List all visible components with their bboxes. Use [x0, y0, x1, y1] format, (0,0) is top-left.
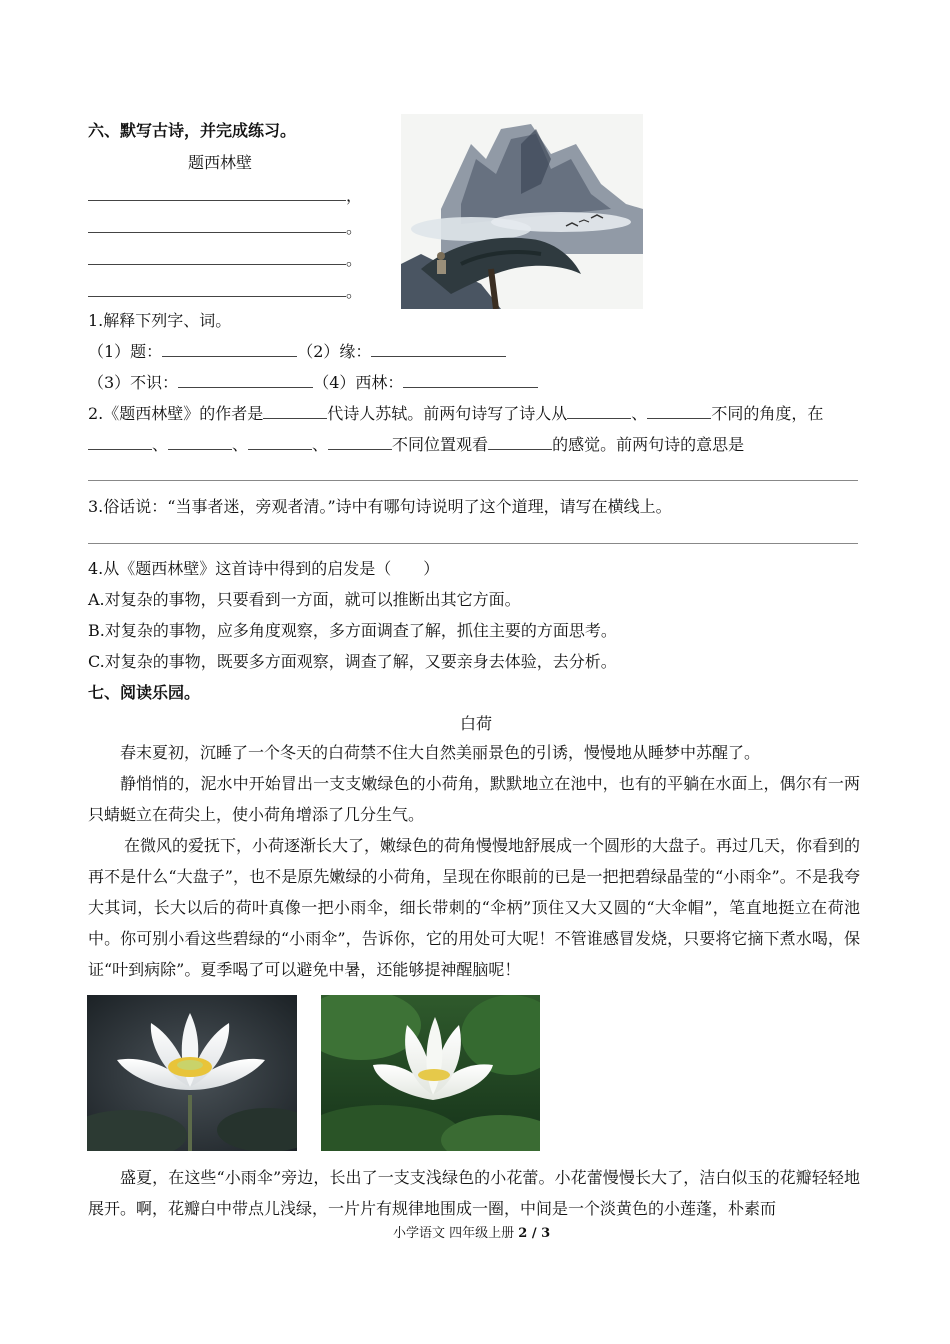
- answer-blank[interactable]: [248, 435, 312, 450]
- q2-line-2: 、 、 、 不同位置观看 的感觉。前两句诗的意思是: [88, 435, 744, 454]
- answer-blank[interactable]: [567, 404, 631, 419]
- poem-line-3[interactable]: 。: [88, 250, 362, 269]
- q4-prompt: 4.从《题西林壁》这首诗中得到的启发是（ ）: [88, 559, 440, 578]
- answer-line[interactable]: [88, 480, 858, 481]
- page-number: 2 / 3: [518, 1226, 551, 1241]
- reading-title: 白荷: [460, 714, 493, 733]
- paragraph-4: 盛夏，在这些“小雨伞”旁边，长出了一支支浅绿色的小花蕾。小花蕾慢慢长大了，洁白似玉的花瓣轻轻地展开。啊，花瓣白中带点儿浅绿，一片片有规律地围成一圈，中间是一个淡黄色的小莲蓬，朴素而: [88, 1168, 860, 1218]
- paragraph-1: 春末夏初，沉睡了一个冬天的白荷禁不住大自然美丽景色的引诱，慢慢地从睡梦中苏醒了。: [120, 743, 761, 762]
- poem-line-2[interactable]: 。: [88, 218, 362, 237]
- q1-prompt: 1.解释下列字、词。: [88, 311, 232, 330]
- answer-blank[interactable]: [371, 342, 506, 357]
- q4-option-c[interactable]: C.对复杂的事物，既要多方面观察，调查了解，又要亲身去体验，去分析。: [88, 652, 617, 671]
- q4-option-b[interactable]: B.对复杂的事物，应多角度观察，多方面调查了解，抓住主要的方面思考。: [88, 621, 617, 640]
- page-footer: [393, 1226, 550, 1242]
- section7-heading: 七、阅读乐园。: [88, 683, 201, 702]
- answer-blank[interactable]: [647, 404, 711, 419]
- lotus-photo-2: [321, 995, 540, 1151]
- answer-line[interactable]: [88, 543, 858, 544]
- poem-line-1[interactable]: ，: [88, 186, 362, 205]
- section6-heading: 六、默写古诗，并完成练习。: [88, 121, 297, 140]
- answer-blank[interactable]: [88, 435, 152, 450]
- q2-line-1: 2.《题西林壁》的作者是 代诗人苏轼。前两句诗写了诗人从 、 不同的角度，在: [88, 404, 824, 423]
- q3-prompt: 3.俗话说：“当事者迷，旁观者清。”诗中有哪句诗说明了这个道理，请写在横线上。: [88, 497, 672, 516]
- q4-option-a[interactable]: A.对复杂的事物，只要看到一方面，就可以推断出其它方面。: [88, 590, 521, 609]
- answer-blank[interactable]: [178, 373, 313, 388]
- answer-blank[interactable]: [263, 404, 327, 419]
- q1-row-2: （3）不识： （4）西林：: [88, 373, 538, 392]
- poem-line-4[interactable]: 。: [88, 282, 362, 301]
- paragraph-2: 静悄悄的，泥水中开始冒出一支支嫩绿色的小荷角，默默地立在池中，也有的平躺在水面上，偶尔有一两只蜻蜓立在荷尖上，使小荷角增添了几分生气。: [88, 774, 860, 824]
- mountain-painting: [401, 114, 643, 309]
- paragraph-3: 在微风的爱抚下，小荷逐渐长大了，嫩绿色的荷角慢慢地舒展成一个圆形的大盘子。再过几天，你看到的再不是什么“大盘子”，也不是原先嫩绿的小荷角，呈现在你眼前的已是一把把碧绿晶莹的“小雨伞”。不是我夸大其词，长大以后的荷叶真像一把小雨伞，细长带刺的“伞柄”顶住又大又圆的“大伞帽”，笔直地挺立在荷池中。你可别小看这些碧绿的“小雨伞”，告诉你，它的用处可大呢！不管谁感冒发烧，只要将它摘下煮水喝，保证“叶到病除”。夏季喝了可以避免中暑，还能够提神醒脑呢！: [88, 836, 861, 979]
- footer-text: 小学语文 四年级上册: [393, 1226, 519, 1241]
- lotus-photo-1: [87, 995, 297, 1151]
- poem-title: 题西林壁: [188, 153, 253, 172]
- answer-blank[interactable]: [168, 435, 232, 450]
- answer-blank[interactable]: [488, 435, 552, 450]
- q1-row-1: （1）题： （2）缘：: [88, 342, 506, 361]
- answer-blank[interactable]: [403, 373, 538, 388]
- answer-blank[interactable]: [162, 342, 297, 357]
- answer-blank[interactable]: [328, 435, 392, 450]
